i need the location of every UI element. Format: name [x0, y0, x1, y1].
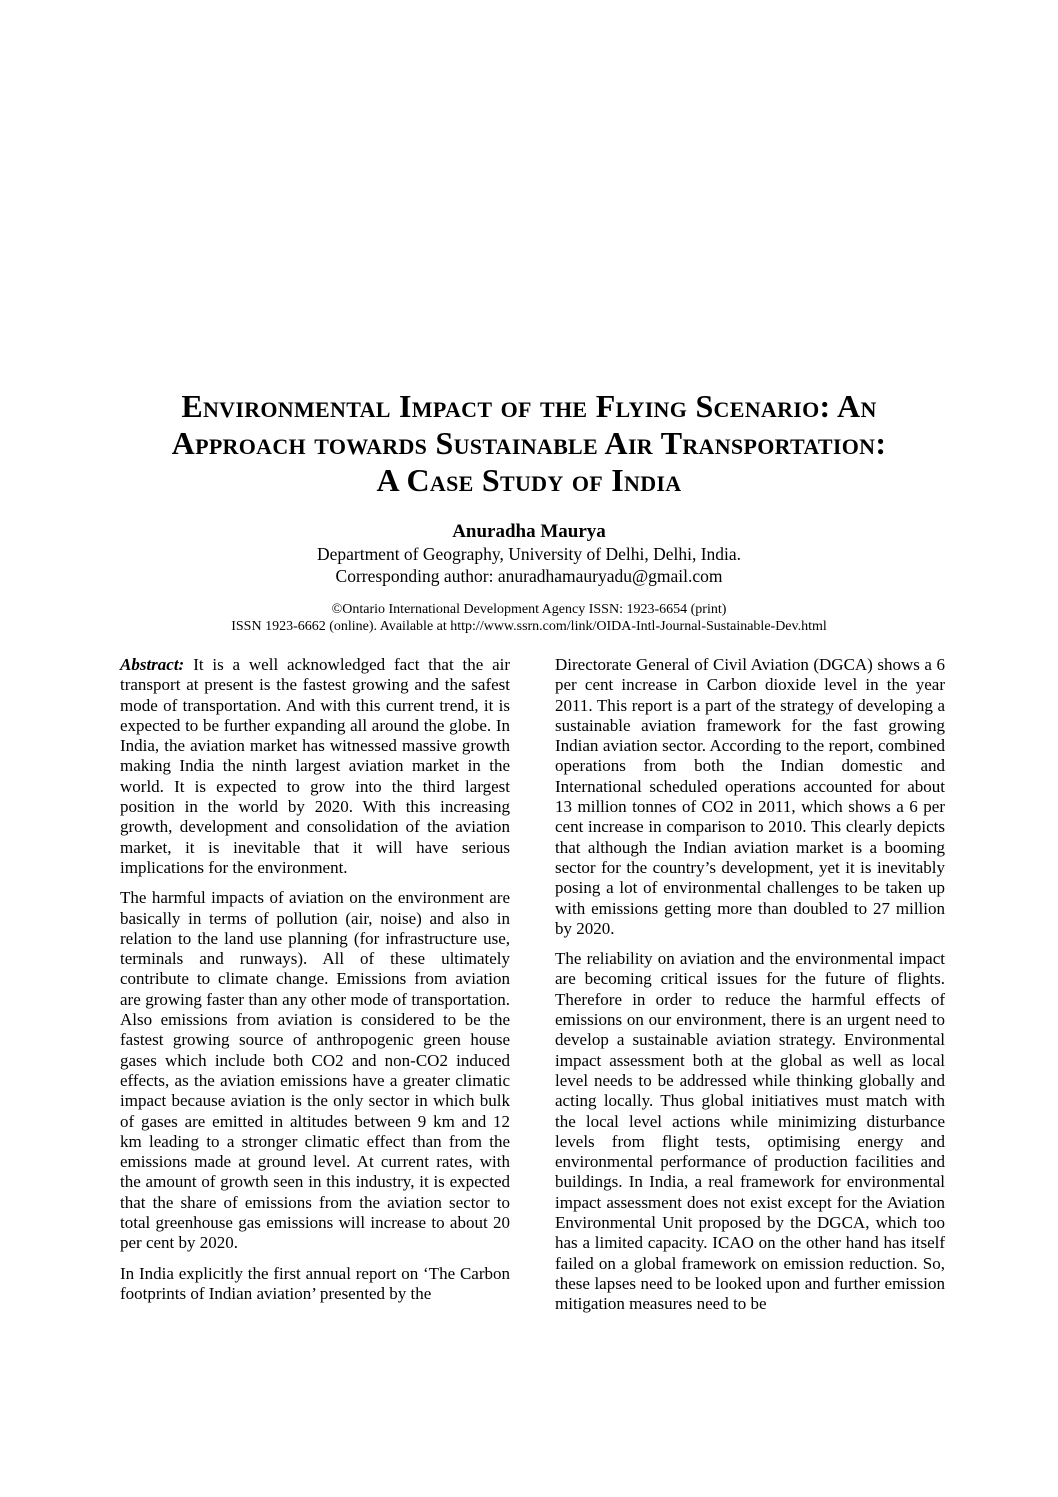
author-name: Anuradha Maurya: [452, 521, 606, 542]
paper-header: [0, 0, 1058, 635]
paper-title-line-1: Environmental Impact of the Flying Scenario: An: [181, 388, 877, 424]
issn-line-online: ISSN 1923-6662 (online). Available at http://www.ssrn.com/link/OIDA-Intl-Journal-Sustainable-Dev.html: [231, 619, 827, 634]
body-paragraph: The harmful impacts of aviation on the environment are basically in terms of pollution (air, noise) and also in relation to the land use planning (for infrastructure use, terminals and runways). All of these ultimately contribute to climate change. Emissions from aviation are growing faster than any other mode of transportation. Also emissions from aviation is considered to be the fastest growing source of anthropogenic green house gases which include both CO2 and non-CO2 induced effects, as the aviation emissions have a greater climatic impact because aviation is the only sector in which bulk of gases are emitted in altitudes between 9 km and 12 km leading to a stronger climatic effect than from the emissions made at ground level. At current rates, with the amount of growth seen in this industry, it is expected that the share of emissions from the aviation sector to total greenhouse gas emissions will increase to about 20 per cent by 2020.: [120, 888, 510, 1253]
body-paragraph: The reliability on aviation and the environmental impact are becoming critical issues for the future of flights. Therefore in order to reduce the harmful effects of emissions on our environment, there is an urgent need to develop a sustainable aviation strategy. Environmental impact assessment both at the global as well as local level needs to be addressed while thinking globally and acting locally. Thus global initiatives must match with the local level actions while minimizing disturbance levels from flight tests, optimising energy and environmental performance of production facilities and buildings. In India, a real framework for environmental impact assessment does not exist except for the Aviation Environmental Unit proposed by the DGCA, which too has a limited capacity. ICAO on the other hand has itself failed on a global framework on emission reduction. So, these lapses need to be looked upon and further emission mitigation measures need to be: [555, 949, 945, 1314]
issn-line-print: ©Ontario International Development Agency ISSN: 1923-6654 (print): [331, 602, 727, 617]
abstract-paragraph-text: It is a well acknowledged fact that the air transport at present is the fastest growing and the safest mode of transportation. And with this current trend, it is expected to be further expanding all around the globe. In India, the aviation market has witnessed massive growth making India the ninth largest aviation market in the world. It is expected to grow into the third largest position in the world by 2020. With this increasing growth, development and consolidation of the aviation market, it is inevitable that it will have serious implications for the environment.: [120, 655, 510, 877]
right-column: [555, 655, 945, 1325]
abstract-paragraph: [120, 655, 510, 878]
paper-title-line-2: Approach towards Sustainable Air Transportation:: [171, 425, 887, 461]
body-paragraph: In India explicitly the first annual report on ‘The Carbon footprints of Indian aviation’ presented by the: [120, 1263, 510, 1303]
body-paragraph: Directorate General of Civil Aviation (DGCA) shows a 6 per cent increase in Carbon dioxide level in the year 2011. This report is a part of the strategy of developing a sustainable aviation framework for the fast growing Indian aviation sector. According to the report, combined operations from both the Indian domestic and International scheduled operations accounted for about 13 million tonnes of CO2 in 2011, which shows a 6 per cent increase in comparison to 2010. This clearly depicts that although the Indian aviation market is a booming sector for the country’s development, yet it is inevitably posing a lot of environmental challenges to be taken up with emissions getting more than doubled to 27 million by 2020.: [555, 655, 945, 938]
corresponding-author-line: Corresponding author: anuradhamauryadu@gmail.com: [335, 566, 723, 586]
paper-title-line-3: A Case Study of India: [376, 462, 682, 498]
issn-block: [0, 601, 1058, 635]
paper-title: [0, 388, 1058, 499]
two-column-body: [120, 655, 945, 1325]
author-affiliation: Department of Geography, University of Delhi, Delhi, India.: [316, 544, 742, 564]
left-column: [120, 655, 510, 1325]
abstract-label: Abstract:: [120, 655, 185, 674]
